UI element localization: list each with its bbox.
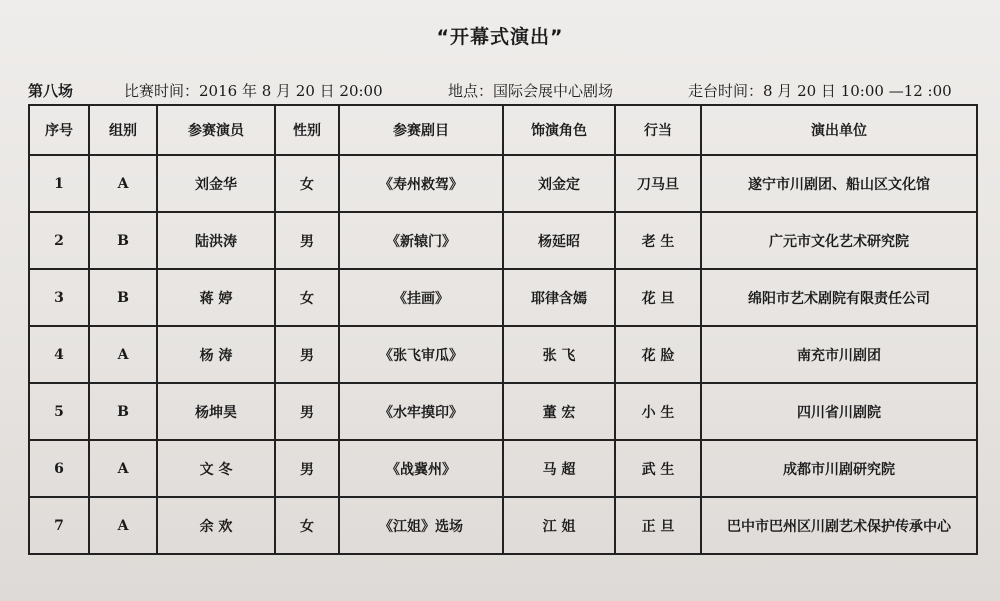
- cell-role: 刘金定: [503, 155, 615, 212]
- cell-troupe: 四川省川剧院: [701, 383, 977, 440]
- cell-group: B: [89, 383, 157, 440]
- table-header-row: [29, 105, 977, 155]
- cell-number: 2: [29, 212, 89, 269]
- header-cell: 演出单位: [701, 105, 977, 155]
- cell-performer: 刘金华: [157, 155, 275, 212]
- session-number: 第八场: [28, 82, 74, 100]
- cell-gender: 女: [275, 269, 339, 326]
- cell-number: 7: [29, 497, 89, 554]
- cell-performer: 杨坤昊: [157, 383, 275, 440]
- cell-play: 《战冀州》: [339, 440, 503, 497]
- table-row: [29, 440, 977, 497]
- cell-number: 5: [29, 383, 89, 440]
- cell-troupe: 巴中市巴州区川剧艺术保护传承中心: [701, 497, 977, 554]
- cell-play: 《新辕门》: [339, 212, 503, 269]
- cell-troupe: 南充市川剧团: [701, 326, 977, 383]
- table-row: [29, 383, 977, 440]
- cell-troupe: 广元市文化艺术研究院: [701, 212, 977, 269]
- cell-role-type: 老 生: [615, 212, 701, 269]
- cell-role: 江 姐: [503, 497, 615, 554]
- cell-performer: 蒋 婷: [157, 269, 275, 326]
- cell-role-type: 正 旦: [615, 497, 701, 554]
- cell-performer: 杨 涛: [157, 326, 275, 383]
- cell-group: A: [89, 440, 157, 497]
- cell-gender: 男: [275, 383, 339, 440]
- cell-group: A: [89, 326, 157, 383]
- header-cell: 饰演角色: [503, 105, 615, 155]
- cell-number: 3: [29, 269, 89, 326]
- table-body: [29, 155, 977, 554]
- cell-role-type: 武 生: [615, 440, 701, 497]
- cell-play: 《寿州救驾》: [339, 155, 503, 212]
- cell-role: 张 飞: [503, 326, 615, 383]
- table-row: [29, 269, 977, 326]
- cell-gender: 男: [275, 212, 339, 269]
- page-title: “开幕式演出”: [436, 26, 564, 48]
- cell-performer: 文 冬: [157, 440, 275, 497]
- header-cell: 参赛剧目: [339, 105, 503, 155]
- header-cell: 性别: [275, 105, 339, 155]
- cell-troupe: 成都市川剧研究院: [701, 440, 977, 497]
- cell-gender: 男: [275, 326, 339, 383]
- cell-play: 《江姐》选场: [339, 497, 503, 554]
- cell-number: 4: [29, 326, 89, 383]
- cell-gender: 男: [275, 440, 339, 497]
- cell-group: B: [89, 269, 157, 326]
- cell-gender: 女: [275, 155, 339, 212]
- cell-group: A: [89, 497, 157, 554]
- cell-troupe: 绵阳市艺术剧院有限责任公司: [701, 269, 977, 326]
- cell-role: 马 超: [503, 440, 615, 497]
- header-cell: 参赛演员: [157, 105, 275, 155]
- cell-troupe: 遂宁市川剧团、船山区文化馆: [701, 155, 977, 212]
- cell-role: 董 宏: [503, 383, 615, 440]
- cell-play: 《水牢摸印》: [339, 383, 503, 440]
- cell-group: A: [89, 155, 157, 212]
- venue: 地点：国际会展中心剧场: [448, 82, 614, 100]
- performance-table: [28, 104, 978, 555]
- cell-role: 耶律含嫣: [503, 269, 615, 326]
- cell-performer: 余 欢: [157, 497, 275, 554]
- header-cell: 序号: [29, 105, 89, 155]
- table-row: [29, 155, 977, 212]
- cell-role-type: 刀马旦: [615, 155, 701, 212]
- header-cell: 行当: [615, 105, 701, 155]
- table-row: [29, 326, 977, 383]
- cell-number: 1: [29, 155, 89, 212]
- header-cell: 组别: [89, 105, 157, 155]
- cell-role-type: 花 旦: [615, 269, 701, 326]
- table-row: [29, 212, 977, 269]
- competition-time: 比赛时间：2016 年 8 月 20 日 20:00: [124, 82, 383, 100]
- cell-group: B: [89, 212, 157, 269]
- cell-number: 6: [29, 440, 89, 497]
- stage-rehearsal-time: 走台时间：8 月 20 日 10:00 —12 :00: [688, 82, 952, 100]
- session-info-line: [28, 80, 988, 104]
- table-row: [29, 497, 977, 554]
- cell-performer: 陆洪涛: [157, 212, 275, 269]
- cell-role: 杨延昭: [503, 212, 615, 269]
- cell-play: 《挂画》: [339, 269, 503, 326]
- cell-gender: 女: [275, 497, 339, 554]
- cell-role-type: 花 脸: [615, 326, 701, 383]
- cell-role-type: 小 生: [615, 383, 701, 440]
- cell-play: 《张飞审瓜》: [339, 326, 503, 383]
